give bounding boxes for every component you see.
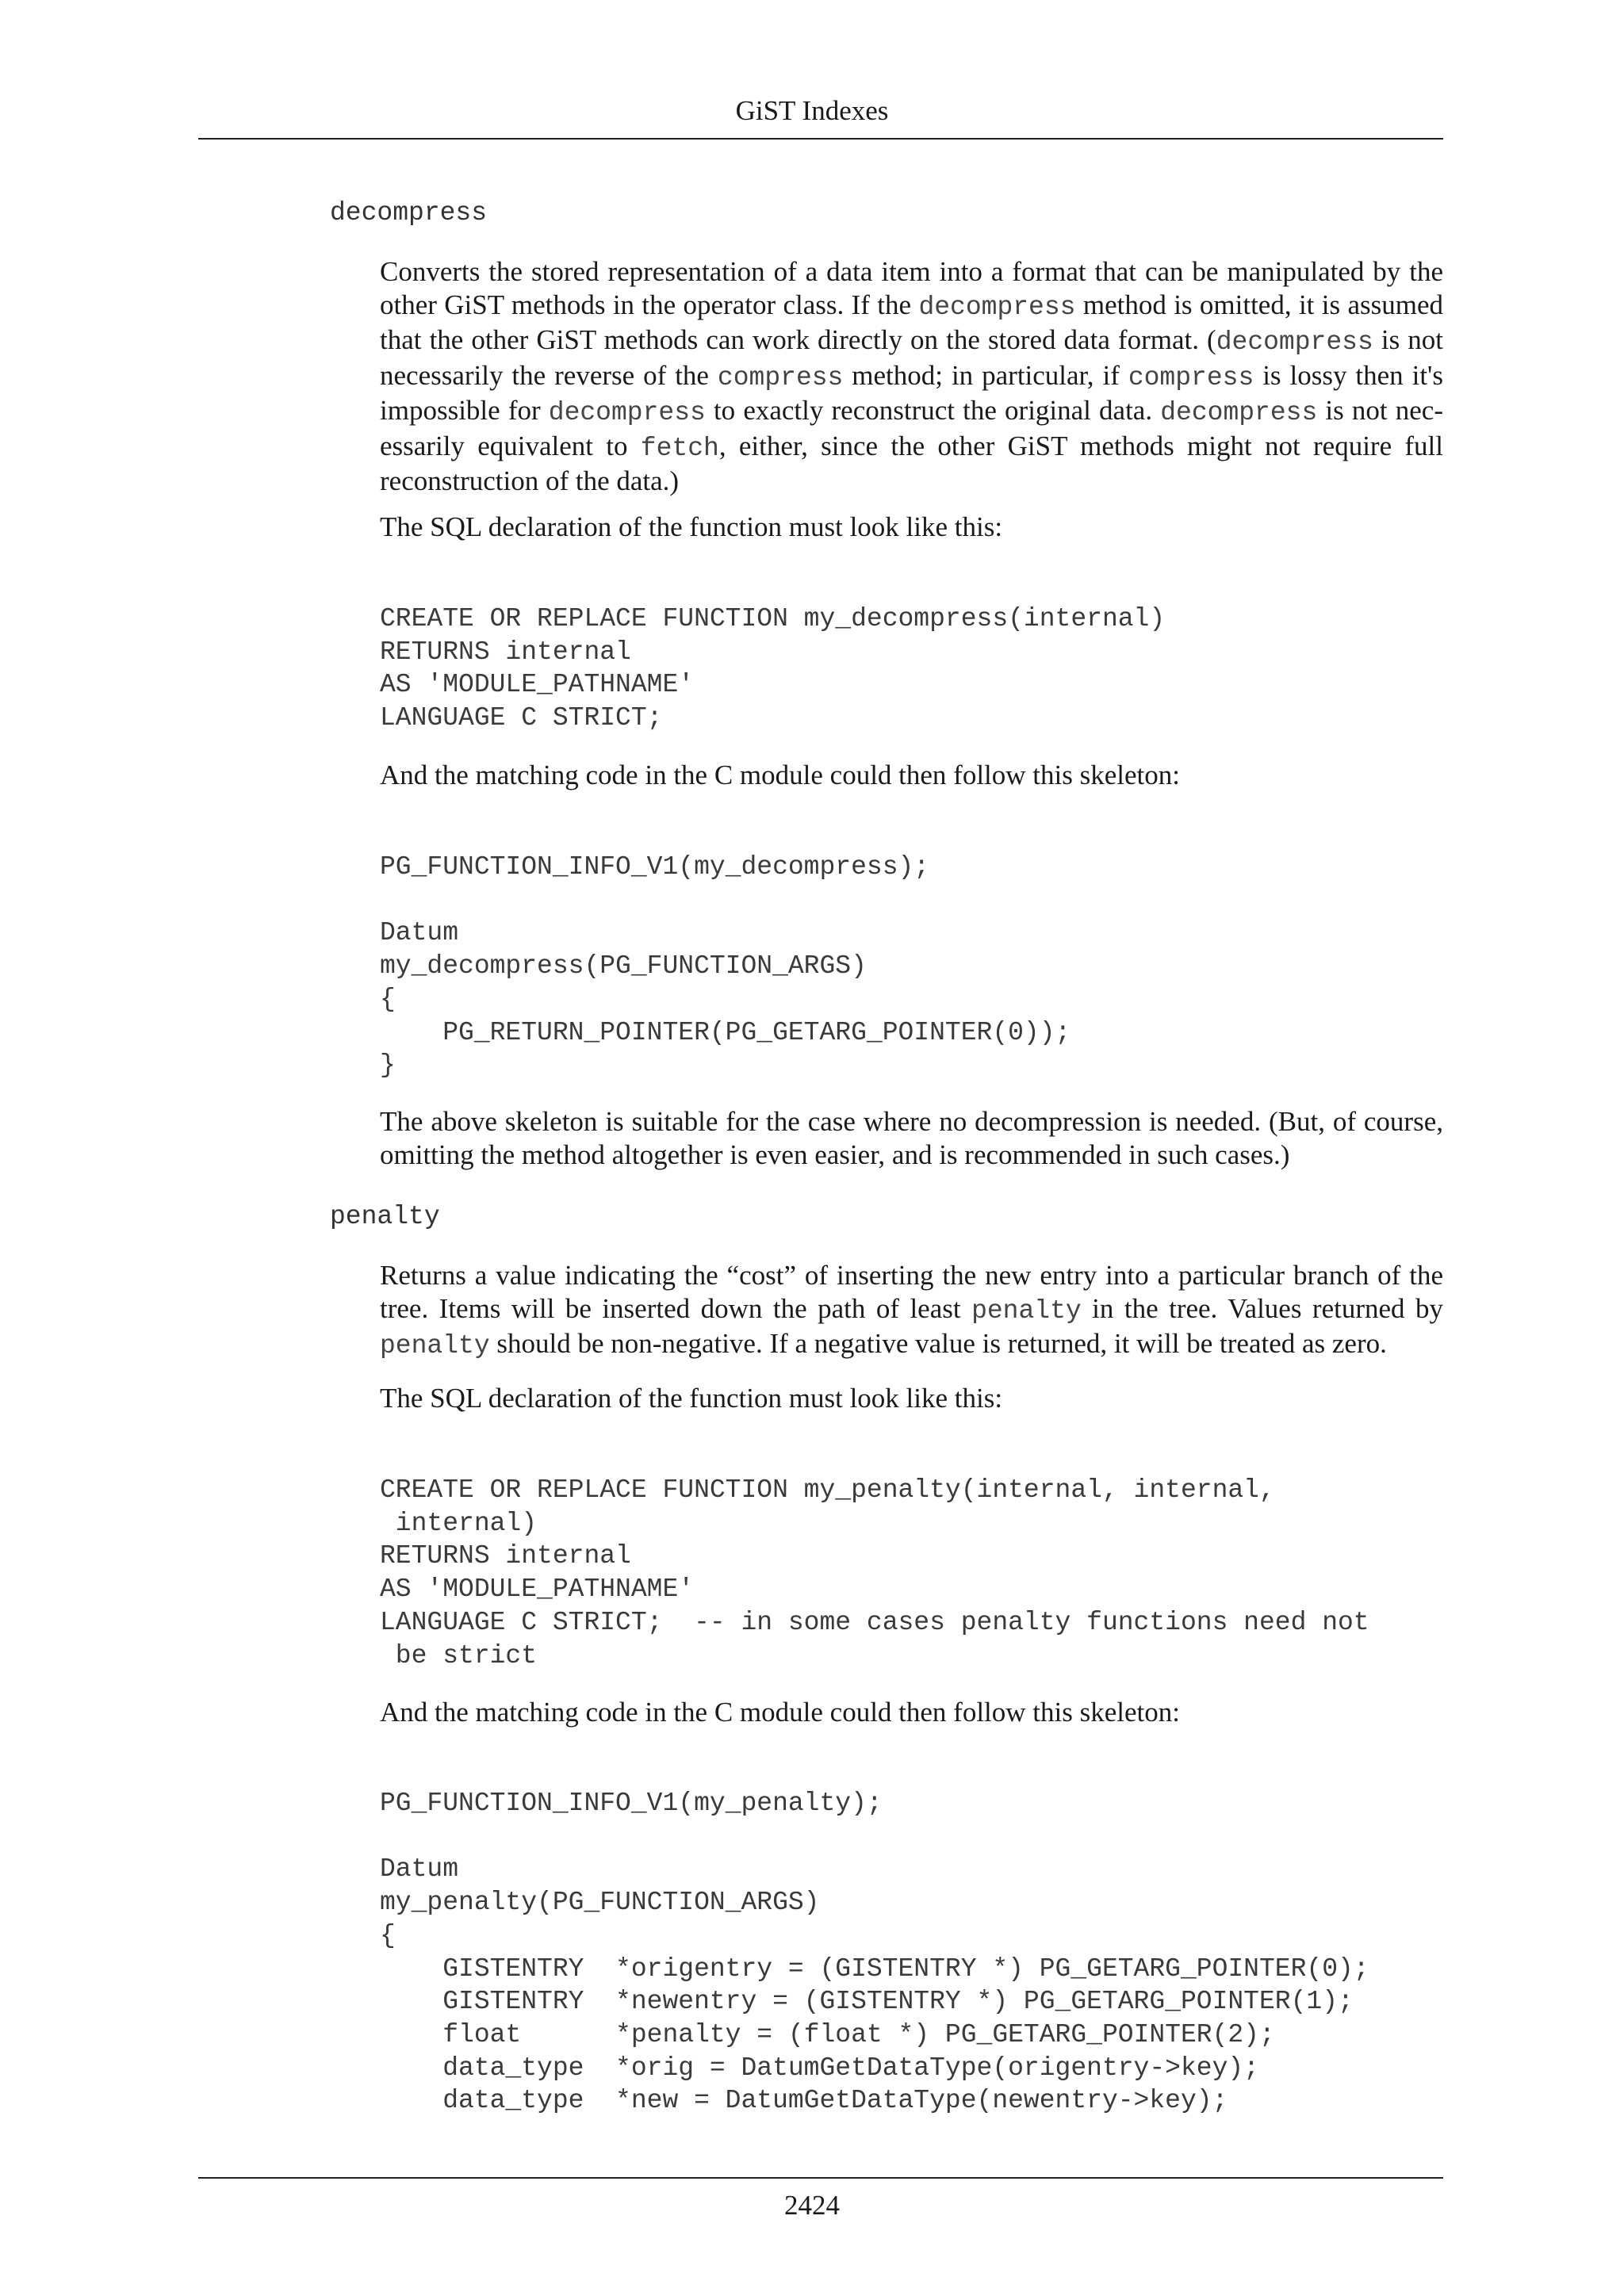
inline-code: decompress xyxy=(1216,327,1373,357)
inline-code: penalty xyxy=(971,1295,1082,1326)
inline-code: decompress xyxy=(1160,398,1318,427)
decompress-c-code: PG_FUNCTION_INFO_V1(my_decompress); Datum my_decompress(PG_FUNCTION_ARGS) { PG_RETURN_POINTER(PG_GETARG_POINTER(0)); } xyxy=(380,852,1071,1081)
penalty-c-code: PG_FUNCTION_INFO_V1(my_penalty); Datum my_penalty(PG_FUNCTION_ARGS) { GISTENTRY *origentry = (GISTENTRY *) PG_GETARG_POINTER(0); GISTENTRY *newentry = (GISTENTRY *) PG_GETARG_POINTER(1); float *penalty = (float *) PG_GETARG_POINTER(2); data_type *orig = DatumGetDataType(origentry->key); data_type *new = DatumGetDataType(newentry->key); xyxy=(380,1789,1369,2116)
inline-code: penalty xyxy=(380,1331,490,1360)
inline-code: compress xyxy=(1128,362,1254,392)
term-penalty: penalty xyxy=(330,1202,440,1231)
decompress-description: Converts the stored representation of a data item into a format that can be manipulated by the other GiST methods in the operator class. If the decompress method is omitted, it is assumed that the other GiST methods can work directly on the stored data format. (decompress is not necessarily the reverse of the compress method; in particular, if compress is lossy then it's impossible for decompress to exactly reconstruct the original data. decompress is not necessarily equivalent to fetch, either, since the other GiST methods might not require full reconstruction of the data.) xyxy=(380,256,1444,496)
decompress-sql-code: CREATE OR REPLACE FUNCTION my_decompress(internal) RETURNS internal AS 'MODULE_PATHNAME' LANGUAGE C STRICT; xyxy=(380,604,1166,733)
page-header-title: GiST Indexes xyxy=(735,95,889,126)
inline-code: decompress xyxy=(918,292,1076,322)
footer-rule xyxy=(198,2177,1443,2179)
penalty-sql-intro: The SQL declaration of the function must look like this: xyxy=(380,1383,1003,1414)
term-decompress: decompress xyxy=(330,198,488,228)
inline-code: decompress xyxy=(548,398,706,427)
penalty-c-intro: And the matching code in the C module could then follow this skeleton: xyxy=(380,1697,1180,1728)
penalty-sql-code: CREATE OR REPLACE FUNCTION my_penalty(internal, internal, internal) RETURNS internal AS 'MODULE_PATHNAME' LANGUAGE C STRICT; -- in some cases penalty functions need not be strict xyxy=(380,1475,1369,1670)
page-number: 2424 xyxy=(784,2190,840,2221)
decompress-note: The above skeleton is suitable for the case where no decompression is needed. (But, of course, omitting the method altogether is even easier, and is recommended in such cases.) xyxy=(380,1106,1443,1170)
inline-code: fetch xyxy=(640,433,719,463)
penalty-description: Returns a value indicating the “cost” of inserting the new entry into a particular branch of the tree. Items will be inserted down the path of least penalty in the tree. Values returned by penalty should be non-negative. If a negative value is returned, it will be treated as zero. xyxy=(380,1260,1443,1360)
decompress-sql-intro: The SQL declaration of the function must look like this: xyxy=(380,511,1003,542)
decompress-c-intro: And the matching code in the C module could then follow this skeleton: xyxy=(380,760,1180,790)
inline-code: compress xyxy=(717,362,844,392)
header-rule xyxy=(198,138,1443,140)
